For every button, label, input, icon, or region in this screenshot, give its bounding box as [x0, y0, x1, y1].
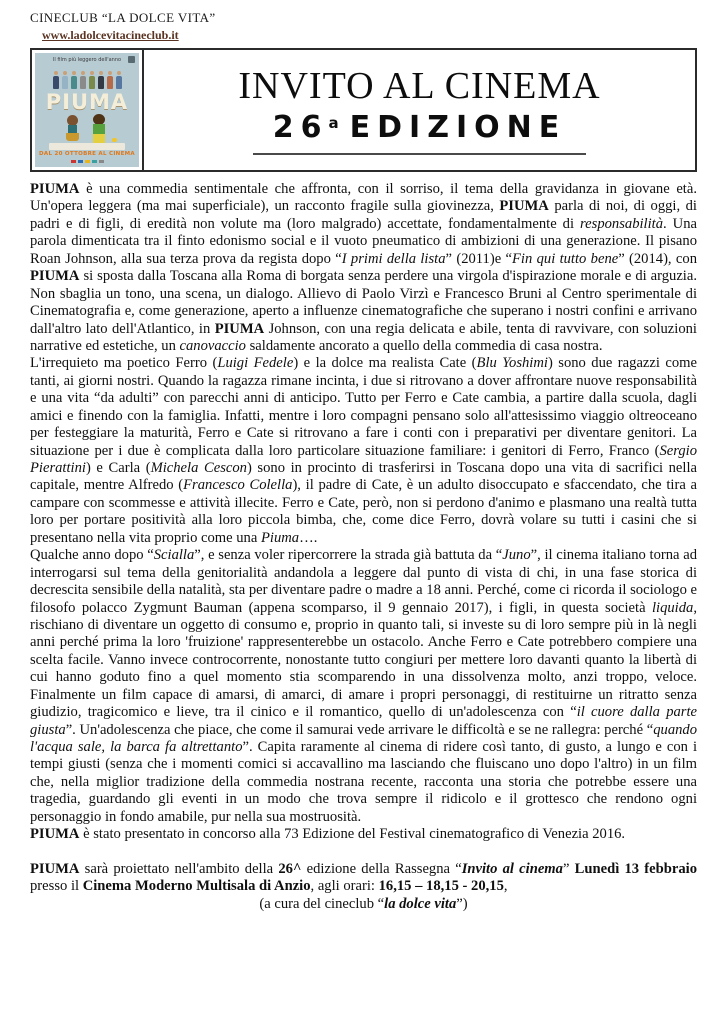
edition-number: 26 [272, 110, 329, 146]
girl-figure [66, 133, 79, 141]
poster-release-date: DAL 20 OTTOBRE AL CINEMA [39, 151, 135, 157]
poster-figure [71, 76, 77, 89]
edition-ordinal: a [328, 114, 340, 133]
banner-box [30, 48, 697, 172]
edition-title [253, 109, 586, 155]
poster-figure [98, 76, 104, 89]
body-paragraph: L'irrequieto ma poetico Ferro (Luigi Fedele) e la dolce ma realista Cate (Blu Yoshimi) sono due ragazzi come tanti, ai giorni nostri. Quando la ragazza rimane incinta, i due si ritrovano a dover affrontare nuove responsabilità e una vita “da adulti” con parecchi anni di anticipo. Tutto per Ferro e Cate cambia, a partire dalla scuola, dagli amici e finendo con la famiglia. Infatti, mentre i loro compagni pensano solo all'attesissimo viaggio oltreoceano per festeggiare la maturità, Ferro e Cate si ritrovano a fare i conti con i preparativi per diventare genitori. La situazione per i due è complicata dalla loro particolare situazione familiare: i genitori di Ferro, Franco (Sergio Pierattini) e Carla (Michela Cescon) sono in procinto di trasferirsi in Toscana dopo una vita di sacrifici nella capitale, mentre Alfredo (Francesco Colella), il padre di Cate, è un adulto disoccupato e sfaccendato, che tira a campare con scommesse e attività illecite. Ferro e Cate, però, non si perdono d'animo e plasmano una realtà tutta loro per portare positività alla loro piccola bimba, che, come dice Ferro, dovrà volare su tutti i casini che si presentano nella vita proprio come una Piuma…. [30, 355, 697, 546]
poster-figure [107, 76, 113, 89]
website-link[interactable]: www.ladolcevitacineclub.it [42, 28, 179, 42]
poster-title: PIUMA [45, 90, 129, 114]
invito-title: INVITO AL CINEMA [238, 64, 601, 107]
club-name: CINECLUB “LA DOLCE VITA” [30, 10, 216, 25]
poster-figure [53, 76, 59, 89]
poster-figure [89, 76, 95, 89]
poster-figure [80, 76, 86, 89]
document-body [30, 181, 697, 913]
banner-titles [144, 50, 695, 170]
boy-figure [93, 134, 105, 143]
poster-distributor-logo [128, 56, 135, 63]
poster-figure [116, 76, 122, 89]
letterhead [30, 10, 697, 44]
poster-production-logos [71, 160, 104, 163]
body-paragraph: Qualche anno dopo “Scialla”, e senza voler ripercorrere la strada già battuta da “Juno”, il cinema italiano torna ad interrogarsi sul tema della genitorialità andandola a leggere dal punto di vista di chi, in una fase storica di decrescita sensibile della natalità, sta per diventare padre o madre a 18 anni. Perché, come ci ricorda il sociologo e filosofo polacco Zygmunt Bauman (appena scomparso, il 9 gennaio 2017), i figli, in questa società liquida, rischiano di diventare un oggetto di consumo e, proprio in quanto tali, si investe su di loro sempre più in là negli anni perché prima la loro 'fruizione' rappresenterebbe un ostacolo. Anche Ferro e Cate potrebbero compiere una scelta facile. Vanno invece controcorrente, nonostante tutto congiuri per mettere loro davanti quanto la libertà di cui hanno goduto fino a quel momento stia scomparendo in una dissolvenza molto, anzi troppo, veloce. Finalmente un film capace di amarsi, di amarci, di amare i propri personaggi, di restituirne un ritratto senza giudizio, tragicomico e lieve, tra il cinico e il romantico, quello di un'adolescenza con “il cuore dalla parte giusta”. Un'adolescenza che piace, che come il samurai vede arrivare le difficoltà e se ne rallegra: perché “quando l'acqua sale, la barca fa altrettanto”. Capita raramente al cinema di ridere così tanto, di gusto, a lungo e con i tempi giusti (senza che i momenti comici si accavallino ma lasciando che fluiscano uno dopo l'altro) in un film che, nella miglior tradizione della commedia nostrana recente, racconta una storia che potrebbe essere una tragedia, guardando gli eventi in un modo che trova sempre il ridicolo e il grottesco che rendono ogni personaggio in fondo amabile, pur nella sua mostruosità. [30, 547, 698, 825]
screening-announcement: PIUMA sarà proiettato nell'ambito della 26^ edizione della Rassegna “Invito al cinema” Lunedì 13 febbraio presso il Cinema Moderno Multisala di Anzio, agli orari: 16,15 – 18,15 - 20,15, [30, 860, 697, 895]
movie-poster [32, 50, 144, 170]
poster-tagline: Il film più leggero dell'anno [52, 57, 122, 63]
bench-illustration [49, 143, 125, 150]
poster-figure [62, 76, 68, 89]
edition-word: EDIZIONE [349, 110, 567, 146]
credit-line: (a cura del cineclub “la dolce vita”) [259, 895, 468, 912]
poster-cast-row [53, 69, 122, 89]
poster-artwork [35, 53, 139, 167]
poster-scene [35, 114, 139, 151]
body-paragraph: PIUMA è una commedia sentimentale che affronta, con il sorriso, il tema della gravidanza in giovane età. Un'opera leggera (ma mai superficiale), un racconto fragile sulla giovinezza, PIUMA parla di noi, di oggi, di padri e di figli, di eredità non volute ma (loro malgrado) accettate, fondamentalmente di responsabilità. Una parola dimenticata tra il finto edonismo social e il vuoto pneumatico di ambizioni di una generazione. Il pisano Roan Johnson, alla sua terza prova da regista dopo “I primi della lista” (2011)e “Fin qui tutto bene” (2014), con PIUMA si sposta dalla Toscana alla Roma di borgata senza perdere una virgola d'ispirazione morale e di arguzia. Non sbaglia un tono, una scena, un dialogo. Allievo di Paolo Virzì e Francesco Bruni al Centro sperimentale di Cinematografia e, come generazione, aperto a influenze cinematografiche che superano i nostri confini e arrivano dall'altro lato dell'Atlantico, in PIUMA Johnson, con una regia delicata e abile, tenta di ravvivare, con soluzioni narrative ed estetiche, un canovaccio saldamente ancorato a quello della commedia di casa nostra. [30, 181, 697, 354]
duck-illustration [112, 138, 117, 142]
body-paragraph: PIUMA è stato presentato in concorso alla 73 Edizione del Festival cinematografico di Venezia 2016. [30, 826, 626, 843]
